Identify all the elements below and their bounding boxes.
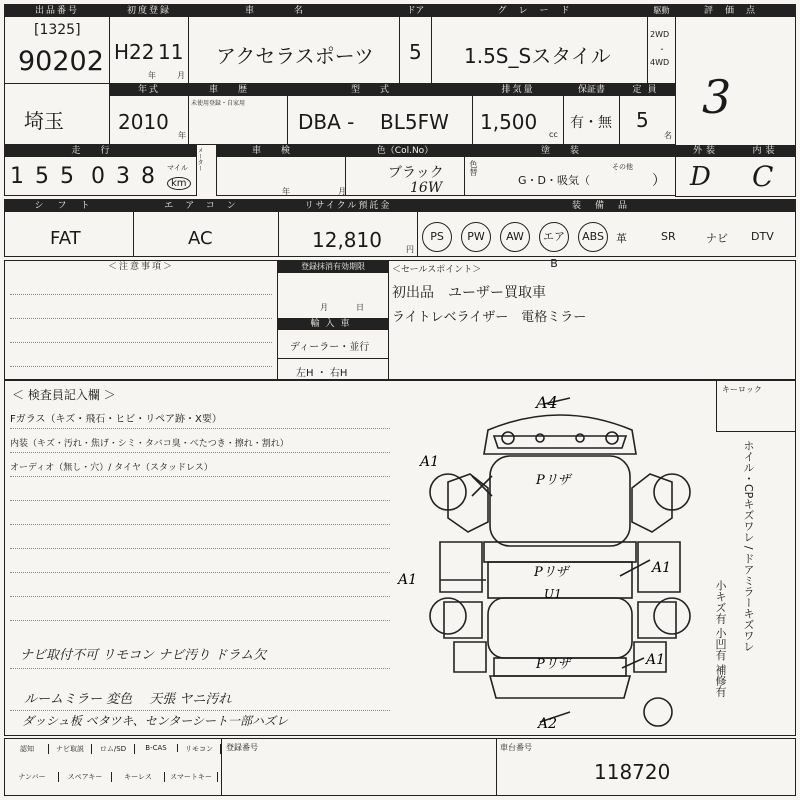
sales-point-1: 初出品 ユーザー買取車 [392, 285, 546, 301]
ins-line-d [10, 500, 390, 501]
rating-value: 3 [702, 70, 732, 124]
year-suffix: 年 [178, 131, 186, 140]
grade-header: グレード [432, 5, 647, 17]
notes-line-1 [10, 294, 272, 295]
color-header: 色（Col.No） [346, 145, 464, 157]
handwritten-note-1: ナビ取付不可 リモコン ナビ汚り ドラム欠 [20, 648, 267, 663]
diagram-a4: A4 [536, 393, 558, 412]
ins-line-f [10, 548, 390, 549]
ins-line-k [10, 710, 390, 711]
first-reg-month: 11 [158, 40, 184, 64]
inspector-header: ＜ 検査員記入欄 ＞ [12, 388, 116, 402]
notes-header: ＜注意事項＞ [107, 262, 174, 272]
equipment-header: 装備品 [418, 200, 795, 212]
equipment-item: ナビ [706, 232, 728, 245]
keylock-label: キーロック [722, 385, 762, 394]
lot-header: 出品番号 [5, 5, 109, 17]
shaken-year: 年 [282, 187, 290, 196]
handwritten-note-2: ルームミラー 変色 天張 ヤニ汚れ [24, 692, 232, 707]
shaken-month: 月 [338, 187, 346, 196]
car-damage-diagram [398, 392, 710, 732]
paint-other: その他 [612, 163, 633, 171]
mileage-digit: 0 [91, 164, 105, 189]
lot-number: 90202 [18, 46, 104, 77]
equipment-item: 革 [616, 232, 627, 245]
exterior-header: 外装 [676, 145, 736, 157]
import-dealer: ディーラー・並行 [290, 342, 370, 353]
bottom-item: ナビ取説 [49, 744, 92, 754]
doors-value: 5 [409, 40, 422, 64]
drive-dot: ・ [658, 45, 666, 54]
sales-point-2: ライトレベライザー 電格ミラー [392, 310, 587, 325]
interior-grade: C [752, 160, 774, 193]
notes-line-3 [10, 342, 272, 343]
diagram-p-mid: Pリザ [534, 565, 569, 580]
bottom-items-bottom [6, 770, 220, 790]
displacement-header: 排気量 [473, 84, 563, 96]
diagram-p-front: Pリザ [536, 473, 571, 488]
first-reg-header: 初度登録 [110, 5, 188, 17]
capacity-unit: 名 [664, 131, 672, 140]
paint-label: 色替 [469, 160, 478, 176]
ins-line-j [10, 668, 390, 669]
warranty-header: 保証書 [564, 84, 619, 96]
lot-bracket: [1325] [34, 22, 81, 38]
shift-value: FAT [50, 228, 81, 249]
equipment-item: PW [461, 222, 491, 252]
shaken-header: 車検 [217, 145, 345, 157]
bottom-items-top [6, 742, 220, 762]
inspector-line-2: 内装（キズ・汚れ・焦げ・シミ・タバコ臭・べたつき・擦れ・割れ） [10, 439, 289, 449]
recycle-header: リサイクル預託金 [279, 200, 417, 212]
diagram-p-rear: Pリザ [536, 657, 571, 672]
paint-close: ） [652, 173, 666, 189]
paint-options: G・D・吸気（ [518, 174, 590, 187]
ins-line-h [10, 596, 390, 597]
import-divider [278, 358, 388, 359]
displacement-value: 1,500 [480, 110, 538, 134]
reg-number-label: 登録番号 [226, 743, 258, 752]
diagram-a1-l: A1 [398, 572, 418, 588]
doors-header: ドア [400, 5, 431, 17]
bottom-item: ナンバー [6, 772, 59, 782]
history-header: 車歴 [189, 84, 287, 96]
ins-line-i [10, 620, 390, 621]
interior-header: 内装 [736, 145, 795, 157]
recycle-value: 12,810 [312, 228, 382, 252]
drive-2wd: 2WD [650, 30, 670, 39]
mileage-digit: 5 [60, 164, 74, 189]
first-reg-era: H22 [114, 40, 155, 64]
mileage-digit: 1 [10, 164, 24, 189]
ins-line-b [10, 452, 390, 453]
notes-line-2 [10, 318, 272, 319]
mileage-extra: メーター [196, 147, 203, 171]
model-code: BL5FW [380, 110, 449, 134]
diagram-a2: A2 [538, 716, 558, 732]
mileage-header: 走行 [5, 145, 196, 157]
warranty-value: 有・無 [570, 115, 612, 131]
equipment-item: PS [422, 222, 452, 252]
bottom-item: スマートキー [165, 772, 218, 782]
chassis-number: 118720 [594, 760, 671, 784]
inspector-line-1: Fガラス（キズ・飛石・ヒビ・リペア跡・X要） [10, 414, 222, 425]
diagram-u1: U1 [544, 587, 562, 601]
color-value: ブラック [388, 165, 444, 181]
bottom-item: スペアキー [59, 772, 112, 782]
sales-point-header: ＜セールスポイント＞ [392, 265, 482, 275]
reg-number-cell [221, 738, 497, 796]
drive-header: 駆動 [648, 5, 675, 17]
mileage-digit: 5 [35, 164, 49, 189]
grade-value: 1.5S_Sスタイル [464, 44, 611, 68]
model-prefix: DBA - [298, 110, 355, 134]
year-header: 年式 [110, 84, 188, 96]
paint-header: 塗装 [465, 145, 675, 157]
model-header: 型式 [288, 84, 472, 96]
equipment-item: ABS [578, 222, 608, 252]
mileage-digit: 8 [141, 164, 155, 189]
equipment-row [420, 220, 796, 270]
mileage-km-unit: km [167, 177, 191, 190]
bottom-item: B-CAS [135, 744, 178, 752]
diagram-a1-tl: A1 [420, 454, 440, 470]
ins-line-g [10, 572, 390, 573]
mileage-digit: 3 [116, 164, 130, 189]
diagram-a1-r: A1 [652, 560, 672, 576]
chassis-label: 車台番号 [500, 743, 532, 752]
reg-month: 月 [320, 303, 328, 312]
equipment-item: SR [661, 230, 676, 243]
equipment-item: エアB [539, 222, 569, 252]
first-reg-year-unit: 年 [148, 71, 156, 80]
reg-date-header: 登録抹消有効期限 [278, 261, 388, 273]
notes-line-4 [10, 366, 272, 367]
capacity-header: 定員 [620, 84, 675, 96]
color-code: 16W [410, 180, 443, 196]
exterior-grade: D [690, 162, 711, 192]
equipment-item: AW [500, 222, 530, 252]
aircon-header: エアコン [134, 200, 278, 212]
import-handle: 左H ・ 右H [296, 368, 348, 379]
first-reg-month-unit: 月 [177, 71, 185, 80]
year-value: 2010 [118, 110, 169, 134]
import-header: 輸入車 [278, 318, 388, 330]
rating-header: 評価点 [676, 5, 795, 17]
side-note-2: 小キズ有 小凹有 補修有 [714, 580, 727, 697]
bottom-item: 認知 [6, 744, 49, 754]
capacity-value: 5 [636, 108, 649, 132]
shift-header: シフト [5, 200, 133, 212]
inspector-line-3: オーディオ（無し・穴）/ タイヤ（スタッドレス） [10, 463, 213, 473]
reg-day: 日 [356, 303, 364, 312]
displacement-unit: cc [549, 130, 558, 139]
recycle-unit: 円 [406, 245, 414, 254]
car-name-value: アクセラスポーツ [216, 44, 374, 68]
drive-4wd: 4WD [650, 58, 670, 67]
ins-line-e [10, 524, 390, 525]
notes-cell [4, 260, 278, 380]
bottom-item: キーレス [112, 772, 165, 782]
diagram-a1-br: A1 [646, 652, 666, 668]
ins-line-c [10, 476, 390, 477]
bottom-item: リモコン [178, 744, 221, 754]
equipment-item: DTV [751, 230, 774, 243]
bottom-item: ロム/SD [92, 744, 135, 754]
handwritten-note-3: ダッシュ板 ベタツキ、センターシート一部ハズレ [22, 714, 289, 728]
car-name-header: 車名 [189, 5, 399, 17]
mileage-mile-unit: マイル [167, 164, 188, 172]
side-note: ホイル・CPキズワレ / ドアミラーキズワレ [742, 440, 755, 653]
region-value: 埼玉 [24, 109, 64, 133]
aircon-value: AC [188, 228, 213, 249]
history-note: 未使用登録・自家用 [191, 100, 246, 107]
ins-line-a [10, 428, 390, 429]
